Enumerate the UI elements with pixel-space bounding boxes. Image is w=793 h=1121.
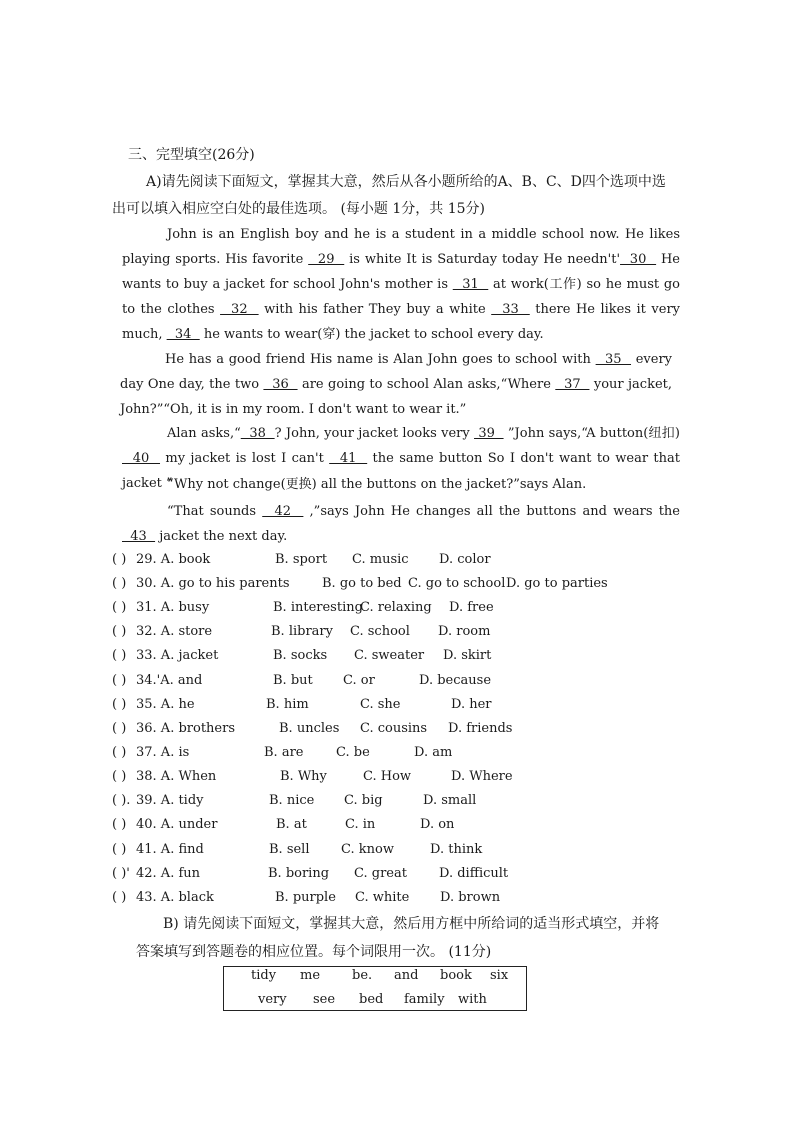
passage-paragraph-3: Alan asks,“ 38 ? John, your jacket looks very 39 ”John says,“A button(纽扣) 40 my jacket is lost I can't 41 the same button So I don't want to wear that jacket ” xyxy=(122,426,680,491)
option-d: D. think xyxy=(430,842,483,857)
option-d: D. am xyxy=(414,745,453,760)
option-c: C. be xyxy=(336,745,370,760)
blank-32: 32 xyxy=(220,302,259,317)
question-number-option-a: 42. A. fun xyxy=(136,866,201,881)
option-d: D. color xyxy=(439,552,491,567)
passage-paragraph-1: John is an English boy and he is a student in a middle school now. He likes playing sports. His favorite 29 is white It is Saturday today He needn't' 30 He wants to buy a jacket for school John's mother is 31 at work(工作) so he must go to the clothes 32 with his father They buy a white 33 there He likes it very much, 34 he wants to wear(穿) the jacket to school every day. xyxy=(122,227,681,342)
passage-paragraph-2: He has a good friend His name is Alan John goes to school with 35 every day One day, the two 36 are going to school Alan asks,“Where 37 your jacket, John?”“Oh, it is in my room. I don't want to wear it.” xyxy=(120,352,673,417)
option-d: D. on xyxy=(420,817,455,832)
option-b: B. are xyxy=(264,745,304,760)
option-b: B. boring xyxy=(268,866,330,881)
question-number-option-a: 36. A. brothers xyxy=(136,721,235,736)
part-b-instruction-line1: B) 请先阅读下面短文，掌握其大意，然后用方框中所给词的适当形式填空，并将 xyxy=(163,916,660,932)
option-b: B. nice xyxy=(269,793,315,808)
option-c: C. school xyxy=(350,624,410,639)
answer-parenthesis: ( )' xyxy=(112,866,130,881)
word-box-word: family xyxy=(404,992,445,1007)
option-d: D. Where xyxy=(451,769,513,784)
option-d: D. her xyxy=(451,697,492,712)
option-c: C. go to school xyxy=(408,576,506,591)
question-number-option-a: 35. A. he xyxy=(136,697,195,712)
option-c: C. great xyxy=(354,866,407,881)
option-b: B. interesting xyxy=(273,600,363,615)
word-box-word: tidy xyxy=(251,968,277,983)
part-b-instruction-line2: 答案填写到答题卷的相应位置。每个词限用一次。 (11分) xyxy=(136,944,492,960)
option-c: C. or xyxy=(343,673,375,688)
question-number-option-a: 31. A. busy xyxy=(136,600,210,615)
option-b: B. at xyxy=(276,817,307,832)
option-b: B. purple xyxy=(275,890,336,905)
answer-parenthesis: ( ) xyxy=(112,576,127,591)
question-number-option-a: 39. A. tidy xyxy=(136,793,204,808)
blank-37: 37 xyxy=(555,377,590,392)
answer-parenthesis: ( ). xyxy=(112,793,131,808)
blank-34: 34 xyxy=(166,327,200,342)
option-c: C. How xyxy=(363,769,412,784)
option-b: B. sell xyxy=(269,842,310,857)
question-number-option-a: 33. A. jacket xyxy=(136,648,219,663)
blank-39: 39 xyxy=(474,426,504,441)
word-box-word: very xyxy=(258,992,287,1007)
answer-parenthesis: ( ) xyxy=(112,769,127,784)
answer-parenthesis: ( ) xyxy=(112,817,127,832)
option-b: B. go to bed xyxy=(322,576,402,591)
passage-paragraph-5: “That sounds 42 ,”says John He changes all the buttons and wears the 43 jacket the next day. xyxy=(122,504,680,544)
option-c: C. relaxing xyxy=(360,600,432,615)
option-c: C. know xyxy=(341,842,394,857)
part-a-instruction-line2: 出可以填入相应空白处的最佳选项。 (每小题 1分，共 15分) xyxy=(112,201,485,217)
option-c: C. she xyxy=(360,697,401,712)
option-d: D. room xyxy=(438,624,491,639)
word-box-word: with xyxy=(458,992,487,1007)
word-box-word: me xyxy=(300,968,321,983)
blank-42: 42 xyxy=(262,504,304,519)
option-d: D. because xyxy=(419,673,492,688)
word-box-word: bed xyxy=(359,992,384,1007)
answer-parenthesis: ( ) xyxy=(112,552,127,567)
word-box-word: six xyxy=(490,968,509,983)
blank-43: 43 xyxy=(122,529,156,544)
word-box-word: book xyxy=(440,968,472,983)
option-d: D. difficult xyxy=(439,866,509,881)
answer-parenthesis: ( ) xyxy=(112,842,127,857)
option-c: C. in xyxy=(345,817,376,832)
answer-parenthesis: ( ) xyxy=(112,721,127,736)
answer-parenthesis: ( ) xyxy=(112,673,127,688)
option-d: D. brown xyxy=(440,890,501,905)
question-number-option-a: 37. A. is xyxy=(136,745,190,760)
answer-parenthesis: ( ) xyxy=(112,624,127,639)
blank-29: 29 xyxy=(308,252,345,267)
question-number-option-a: 30. A. go to his parents xyxy=(136,576,290,591)
word-box-word: see xyxy=(313,992,336,1007)
answer-parenthesis: ( ) xyxy=(112,648,127,663)
blank-38: 38 xyxy=(240,426,275,441)
option-b: B. Why xyxy=(280,769,327,784)
option-b: B. uncles xyxy=(279,721,340,736)
word-box-word: and xyxy=(394,968,419,983)
option-d: D. skirt xyxy=(443,648,492,663)
option-b: B. sport xyxy=(275,552,328,567)
option-c: C. cousins xyxy=(360,721,428,736)
blank-36: 36 xyxy=(263,377,298,392)
option-c: C. big xyxy=(344,793,383,808)
question-number-option-a: 34.'A. and xyxy=(136,673,203,688)
option-b: B. socks xyxy=(273,648,328,663)
question-number-option-a: 32. A. store xyxy=(136,624,213,639)
section-title: 三、完型填空(26分) xyxy=(128,147,255,163)
answer-parenthesis: ( ) xyxy=(112,600,127,615)
answer-parenthesis: ( ) xyxy=(112,745,127,760)
word-box xyxy=(223,966,527,1011)
question-number-option-a: 38. A. When xyxy=(136,769,217,784)
blank-35: 35 xyxy=(595,352,632,367)
answer-parenthesis: ( ) xyxy=(112,697,127,712)
word-box-word: be. xyxy=(352,968,373,983)
option-c: C. white xyxy=(355,890,410,905)
option-d: D. friends xyxy=(448,721,513,736)
passage-paragraph-4: “Why not change(更换) all the buttons on the jacket?”says Alan. xyxy=(167,477,587,492)
question-number-option-a: 43. A. black xyxy=(136,890,214,905)
blank-30: 30 xyxy=(620,252,657,267)
question-number-option-a: 40. A. under xyxy=(136,817,218,832)
blank-33: 33 xyxy=(491,302,530,317)
option-d: D. free xyxy=(449,600,494,615)
answer-parenthesis: ( ) xyxy=(112,890,127,905)
option-d: D. small xyxy=(423,793,477,808)
option-b: B. but xyxy=(273,673,313,688)
question-number-option-a: 41. A. find xyxy=(136,842,204,857)
blank-40: 40 xyxy=(122,451,161,466)
option-b: B. him xyxy=(266,697,309,712)
part-a-instruction-line1: A)请先阅读下面短文，掌握其大意，然后从各小题所给的A、B、C、D四个选项中选 xyxy=(146,174,666,190)
option-d: D. go to parties xyxy=(506,576,608,591)
option-c: C. music xyxy=(352,552,409,567)
question-number-option-a: 29. A. book xyxy=(136,552,211,567)
blank-31: 31 xyxy=(452,277,489,292)
option-b: B. library xyxy=(271,624,333,639)
option-c: C. sweater xyxy=(354,648,425,663)
blank-41: 41 xyxy=(329,451,368,466)
